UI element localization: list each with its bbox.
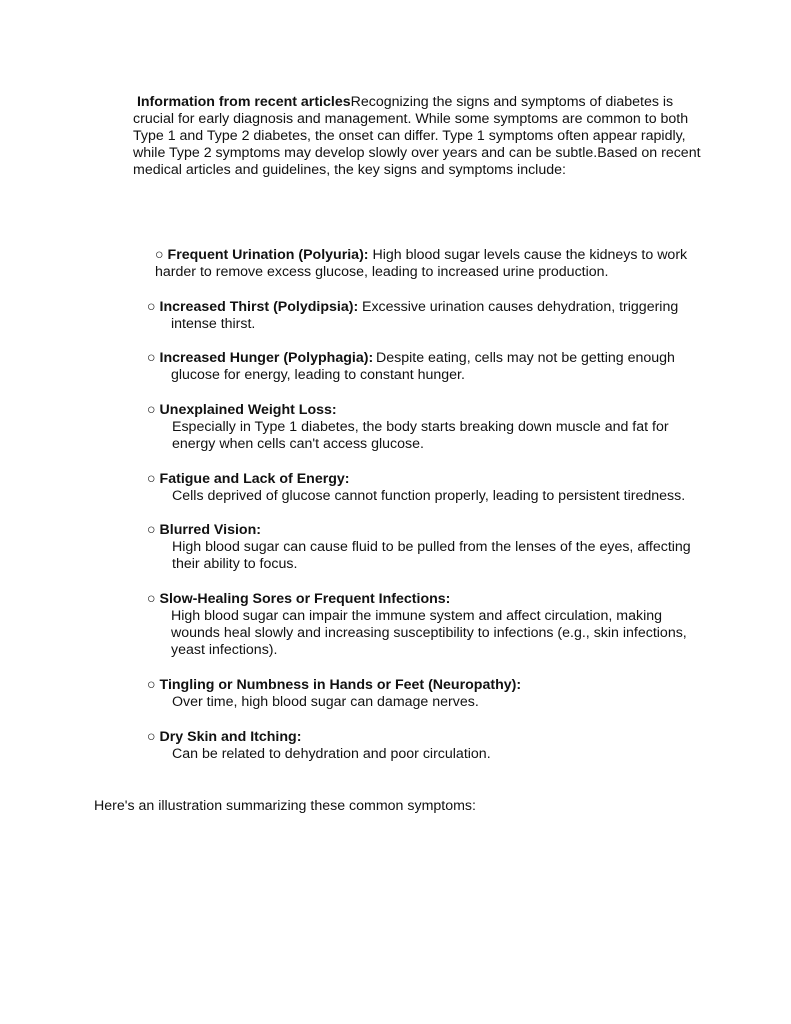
symptom-item-polyuria — [155, 247, 700, 281]
symptom-description: Can be related to dehydration and poor circulation. — [172, 746, 491, 762]
bullet-circle-icon: ○ — [147, 471, 156, 487]
symptom-item-dry-skin — [147, 729, 707, 763]
bullet-circle-icon: ○ — [147, 591, 156, 607]
symptom-title: Tingling or Numbness in Hands or Feet (Neuropathy): — [159, 677, 522, 693]
symptom-description: Cells deprived of glucose cannot function properly, leading to persistent tiredness. — [172, 488, 686, 504]
symptom-title: Frequent Urination (Polyuria): — [167, 247, 369, 263]
symptom-item-neuropathy — [147, 677, 707, 711]
symptom-item-blurred-vision — [147, 522, 707, 573]
symptom-title: Increased Hunger (Polyphagia): — [159, 350, 374, 366]
bullet-circle-icon: ○ — [147, 350, 156, 366]
symptom-item-polydipsia — [147, 299, 707, 333]
bullet-circle-icon: ○ — [155, 247, 164, 263]
symptom-description: Excessive urination causes dehydration, triggering intense thirst. — [171, 299, 679, 332]
symptom-description: High blood sugar can impair the immune system and affect circulation, making wounds heal slowly and increasing susceptibility to infections (e.g., skin infections, yeast infections). — [171, 608, 687, 658]
symptom-description: Despite eating, cells may not be getting enough glucose for energy, leading to constant hunger. — [171, 350, 675, 383]
symptom-description: Especially in Type 1 diabetes, the body starts breaking down muscle and fat for energy when cells can't access glucose. — [172, 419, 669, 452]
bullet-circle-icon: ○ — [147, 729, 156, 745]
symptom-description: High blood sugar can cause fluid to be pulled from the lenses of the eyes, affecting their ability to focus. — [172, 539, 691, 572]
closing-text: Here's an illustration summarizing these common symptoms: — [94, 798, 476, 814]
bullet-circle-icon: ○ — [147, 522, 156, 538]
symptom-description: Over time, high blood sugar can damage nerves. — [172, 694, 479, 710]
symptom-title: Blurred Vision: — [159, 522, 261, 538]
bullet-circle-icon: ○ — [147, 402, 156, 418]
intro-heading: Information from recent articles — [136, 94, 351, 110]
symptom-item-polyphagia — [147, 350, 707, 384]
symptom-item-weight-loss — [147, 402, 707, 453]
symptom-item-fatigue — [147, 471, 707, 505]
symptom-title: Slow-Healing Sores or Frequent Infections: — [159, 591, 451, 607]
symptom-description: High blood sugar levels cause the kidneys to work harder to remove excess glucose, leading to increased urine production. — [155, 247, 688, 280]
symptom-title: Increased Thirst (Polydipsia): — [159, 299, 359, 315]
symptom-title: Fatigue and Lack of Energy: — [159, 471, 350, 487]
intro-paragraph — [133, 94, 703, 179]
symptom-item-slow-healing — [147, 591, 707, 659]
symptom-title: Dry Skin and Itching: — [159, 729, 302, 745]
bullet-circle-icon: ○ — [147, 677, 156, 693]
intro-text: Recognizing the signs and symptoms of diabetes is crucial for early diagnosis and management. While some symptoms are common to both Type 1 and Type 2 diabetes, the onset can differ. Type 1 symptoms often appear rapidly, while Type 2 symptoms may develop slowly over years and can be subtle.Based on recent medical articles and guidelines, the key signs and symptoms include: — [133, 94, 701, 178]
bullet-circle-icon: ○ — [147, 299, 156, 315]
symptom-title: Unexplained Weight Loss: — [159, 402, 337, 418]
